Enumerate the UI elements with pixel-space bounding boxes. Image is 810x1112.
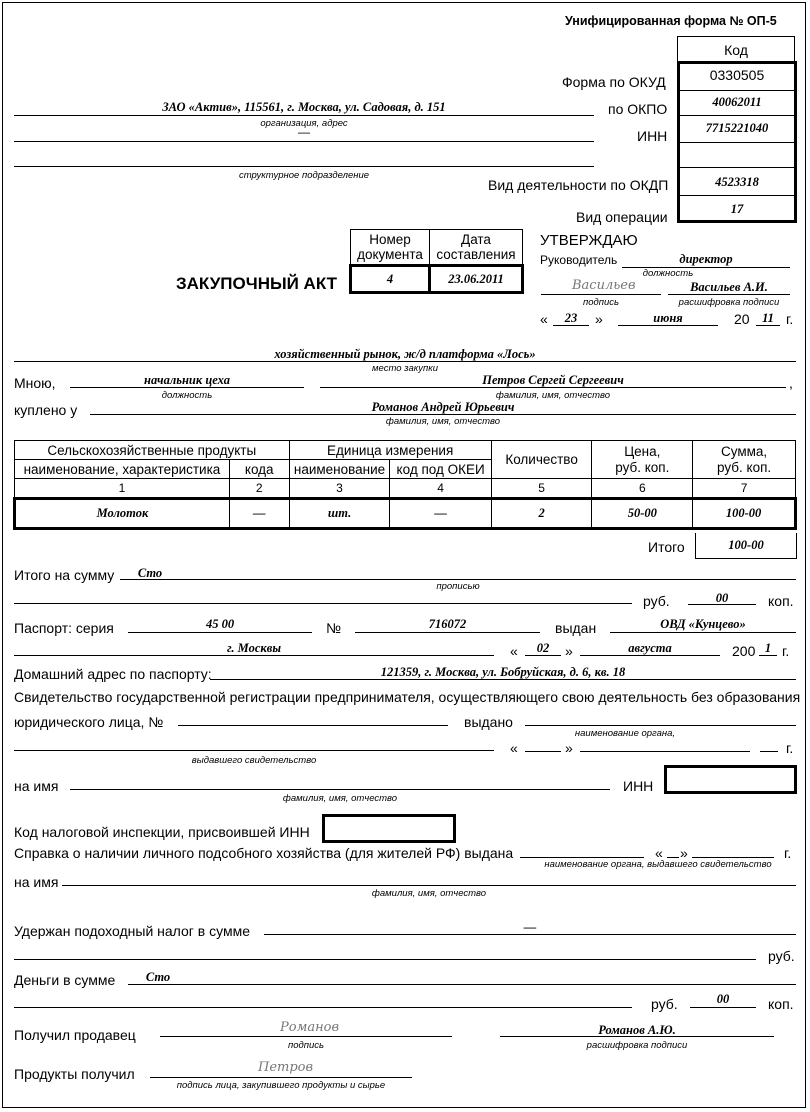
document-number-table	[349, 229, 524, 294]
group-products-header: Сельскохозяйственные продукты	[15, 441, 290, 460]
col-number: 2	[229, 479, 289, 499]
operation-label: Вид операции	[576, 209, 668, 225]
passport-number: 716072	[428, 617, 467, 631]
money-rub: руб.	[651, 996, 678, 1012]
okud-label: Форма по ОКУД	[562, 74, 666, 90]
total-words-line	[120, 579, 796, 580]
reference-quote-open: «	[655, 845, 663, 861]
col-number: 6	[592, 479, 693, 499]
certificate-inn-box	[664, 765, 797, 794]
okei-header: код под ОКЕИ	[390, 460, 491, 479]
group-unit-header: Единица измерения	[289, 441, 491, 460]
money-line	[128, 984, 796, 985]
col-number: 7	[693, 479, 796, 499]
reference-day-line	[667, 857, 679, 858]
seller-label: куплено у	[14, 402, 78, 418]
issued-by: ОВД «Кунцево»	[660, 617, 746, 631]
total-words-line-2	[14, 603, 632, 604]
col-number: 3	[289, 479, 390, 499]
day-line	[553, 325, 589, 326]
money-kop-line	[690, 1007, 756, 1008]
money-line-2	[14, 1007, 632, 1008]
table-row-unit: шт.	[289, 499, 390, 529]
buyer-comma: ,	[789, 375, 793, 391]
organization-caption: организация, адрес	[260, 118, 348, 129]
money-kop-value: 00	[716, 992, 730, 1006]
approve-title: УТВЕРЖДАЮ	[540, 232, 638, 249]
passport-year-line	[759, 655, 777, 656]
buyer-signature: Петров	[258, 1060, 314, 1075]
buyer-name-caption: фамилия, имя, отчество	[495, 390, 611, 401]
buyer-name: Петров Сергей Сергеевич	[482, 373, 624, 387]
subdivision-line	[14, 166, 594, 167]
passport-year-suffix: г.	[782, 643, 790, 659]
document-number: 4	[351, 266, 430, 293]
income-tax-label: Удержан подоходный налог в сумме	[14, 923, 250, 939]
passport-quote-close: »	[565, 643, 573, 659]
seller-signature-line	[160, 1036, 452, 1037]
buyer-signature-line	[150, 1077, 412, 1078]
quote-open: «	[540, 311, 548, 327]
certificate-name-label: на имя	[14, 778, 59, 794]
certificate-inn-label: ИНН	[623, 778, 654, 794]
place-line	[14, 361, 796, 362]
certificate-issued-line	[525, 725, 796, 726]
passport-month-line	[580, 655, 720, 656]
qty-header: Количество	[491, 441, 592, 479]
seller-decode-caption: расшифровка подписи	[586, 1040, 688, 1051]
passport-quote-open: «	[510, 643, 518, 659]
approve-day: 23	[564, 311, 578, 325]
inn-label: ИНН	[637, 128, 668, 144]
money-kop: коп.	[768, 996, 794, 1012]
code-divider	[679, 115, 795, 116]
passport-year-prefix: 200	[732, 643, 756, 659]
total-kop-value: 00	[715, 591, 729, 605]
sum-header: Сумма, руб. коп.	[693, 441, 796, 479]
unified-form-label: Унифицированная форма № ОП-5	[565, 14, 777, 28]
passport-day-line	[525, 655, 561, 656]
tax-name-line	[62, 885, 796, 886]
head-signature: Васильев	[572, 278, 636, 293]
income-tax-value: —	[523, 920, 537, 934]
organization-line-2	[14, 141, 594, 142]
certificate-year-line	[760, 751, 778, 752]
col-number: 5	[491, 479, 592, 499]
buyer-name-line	[320, 387, 786, 388]
buyer-position-line	[70, 387, 304, 388]
certificate-month-line	[580, 751, 750, 752]
seller-decode-line	[500, 1036, 774, 1037]
received-products-label: Продукты получил	[14, 1066, 135, 1082]
code-col-header: кода	[229, 460, 289, 479]
table-row-sum: 100-00	[693, 499, 796, 529]
total-rub: руб.	[643, 593, 670, 609]
year-line	[756, 325, 780, 326]
certificate-day-line	[525, 751, 561, 752]
certificate-name-line	[70, 789, 610, 790]
seller-caption: фамилия, имя, отчество	[385, 416, 501, 427]
organ-caption: наименование органа,	[574, 728, 676, 739]
head-decode: Васильев А.И.	[690, 280, 768, 294]
head-position: директор	[679, 252, 733, 266]
income-tax-line-2	[14, 959, 756, 960]
buyer-signature-caption: подпись лица, закупившего продукты и сырье	[176, 1080, 386, 1091]
issued-line	[610, 632, 796, 633]
certificate-name-caption: фамилия, имя, отчество	[282, 793, 398, 804]
unit-name-header: наименование	[289, 460, 390, 479]
series-line	[128, 632, 312, 633]
signature-caption: подпись	[582, 297, 620, 308]
table-row-name: Молоток	[15, 499, 230, 529]
code-header: Код	[677, 36, 795, 63]
okdp-value: 4523318	[715, 175, 759, 189]
okpo-value: 40062011	[712, 95, 762, 109]
issuer-caption: выдавшего свидетельство	[191, 755, 317, 766]
total-words-value: Сто	[137, 566, 163, 580]
table-row-code: —	[229, 499, 289, 529]
buyer-position: начальник цеха	[144, 373, 230, 387]
certificate-line-2	[14, 750, 494, 751]
city-line	[14, 655, 494, 656]
tax-label: Код налоговой инспекции, присвоившей ИНН	[14, 824, 310, 840]
table-row-qty: 2	[491, 499, 592, 529]
number-line	[355, 632, 540, 633]
certificate-quote-open: «	[510, 740, 518, 756]
year-suffix: г.	[786, 311, 794, 327]
approve-month: июня	[653, 311, 683, 325]
reference-year-suffix: г.	[784, 845, 792, 861]
received-seller-label: Получил продавец	[14, 1027, 136, 1043]
tax-code-box	[322, 814, 456, 843]
reference-quote-close: »	[680, 845, 688, 861]
purchase-place: хозяйственный рынок, ж/д платформа «Лось»	[274, 347, 536, 361]
buyer-label: Мною,	[14, 375, 56, 391]
total-words-caption: прописью	[436, 581, 480, 592]
okpo-label: по ОКПО	[608, 101, 668, 117]
money-label: Деньги в сумме	[14, 972, 116, 988]
total-value: 100-00	[695, 533, 797, 559]
passport-city: г. Москвы	[226, 641, 282, 655]
month-line	[618, 325, 718, 326]
decode-caption: расшифровка подписи	[678, 297, 780, 308]
certificate-issued: выдано	[464, 714, 513, 730]
address-line	[210, 679, 796, 680]
head-label: Руководитель	[540, 253, 618, 267]
home-address: 121359, г. Москва, ул. Бобруйская, д. 6, кв. 18	[380, 665, 626, 679]
approve-year: 11	[762, 311, 774, 325]
price-header: Цена, руб. коп.	[592, 441, 693, 479]
passport-label: Паспорт: серия	[14, 620, 114, 636]
passport-year: 1	[764, 641, 772, 655]
organization-dash: —	[298, 125, 310, 139]
seller-decode: Романов А.Ю.	[598, 1023, 676, 1037]
total-kop: коп.	[768, 593, 794, 609]
organization-line	[14, 115, 594, 116]
money-value: Сто	[145, 970, 171, 984]
code-divider	[679, 195, 795, 196]
tax-name-label: на имя	[14, 874, 59, 890]
operation-value: 17	[730, 202, 744, 216]
number-header: Номер документа	[351, 230, 430, 266]
position-caption: должность	[642, 268, 694, 279]
subdivision-caption: структурное подразделение	[238, 170, 370, 181]
reference-month-line	[692, 857, 774, 858]
certificate-quote-close: »	[565, 740, 573, 756]
code-divider	[679, 90, 795, 91]
certificate-year-suffix: г.	[786, 740, 794, 756]
okud-value: 0330505	[709, 67, 765, 83]
document-date: 23.06.2011	[430, 266, 523, 293]
document-title: ЗАКУПОЧНЫЙ АКТ	[176, 274, 338, 293]
passport-day: 02	[536, 641, 550, 655]
seller-signature: Романов	[280, 1020, 340, 1035]
products-table	[13, 440, 797, 530]
place-caption: место закупки	[372, 363, 438, 374]
total-label: Итого	[648, 539, 685, 555]
date-header: Дата составления	[430, 230, 523, 266]
seller-name: Романов Андрей Юрьевич	[371, 400, 515, 414]
certificate-text: Свидетельство государственной регистрации предпринимателя, осуществляющего свою деятельность без образования	[14, 689, 801, 705]
income-tax-rub: руб.	[768, 948, 795, 964]
passport-number-label: №	[326, 620, 342, 636]
total-words-label: Итого на сумму	[14, 567, 115, 583]
quote-close: »	[595, 311, 603, 327]
okdp-label: Вид деятельности по ОКДП	[488, 177, 669, 193]
signature-line	[541, 294, 661, 295]
reference-caption: наименование органа, выдавшего свидетельство	[544, 859, 772, 870]
tax-reference: Справка о наличии личного подсобного хозяйства (для жителей РФ) выдана	[14, 845, 514, 861]
organization-name: ЗАО «Актив», 115561, г. Москва, ул. Садовая, д. 151	[162, 100, 446, 114]
tax-name-caption: фамилия, имя, отчество	[371, 888, 487, 899]
reference-line	[520, 857, 644, 858]
code-divider	[679, 167, 795, 168]
passport-month: августа	[628, 641, 672, 655]
inn-value: 7715221040	[705, 121, 769, 135]
table-row-price: 50-00	[592, 499, 693, 529]
seller-line	[90, 414, 796, 415]
buyer-position-caption: должность	[161, 390, 213, 401]
col-number: 1	[15, 479, 230, 499]
code-divider	[679, 142, 795, 143]
certificate-text-2: юридического лица, №	[14, 714, 164, 730]
address-label: Домашний адрес по паспорту:	[14, 666, 212, 682]
decode-line	[668, 294, 790, 295]
name-header: наименование, характеристика	[15, 460, 230, 479]
passport-series: 45 00	[205, 617, 235, 631]
certificate-number-line	[178, 725, 448, 726]
seller-signature-caption: подпись	[287, 1040, 325, 1051]
year-prefix: 20	[734, 311, 750, 327]
income-tax-line	[264, 934, 796, 935]
issued-label: выдан	[555, 620, 597, 636]
col-number: 4	[390, 479, 491, 499]
table-row-okei: —	[390, 499, 491, 529]
kop-line	[688, 604, 756, 605]
